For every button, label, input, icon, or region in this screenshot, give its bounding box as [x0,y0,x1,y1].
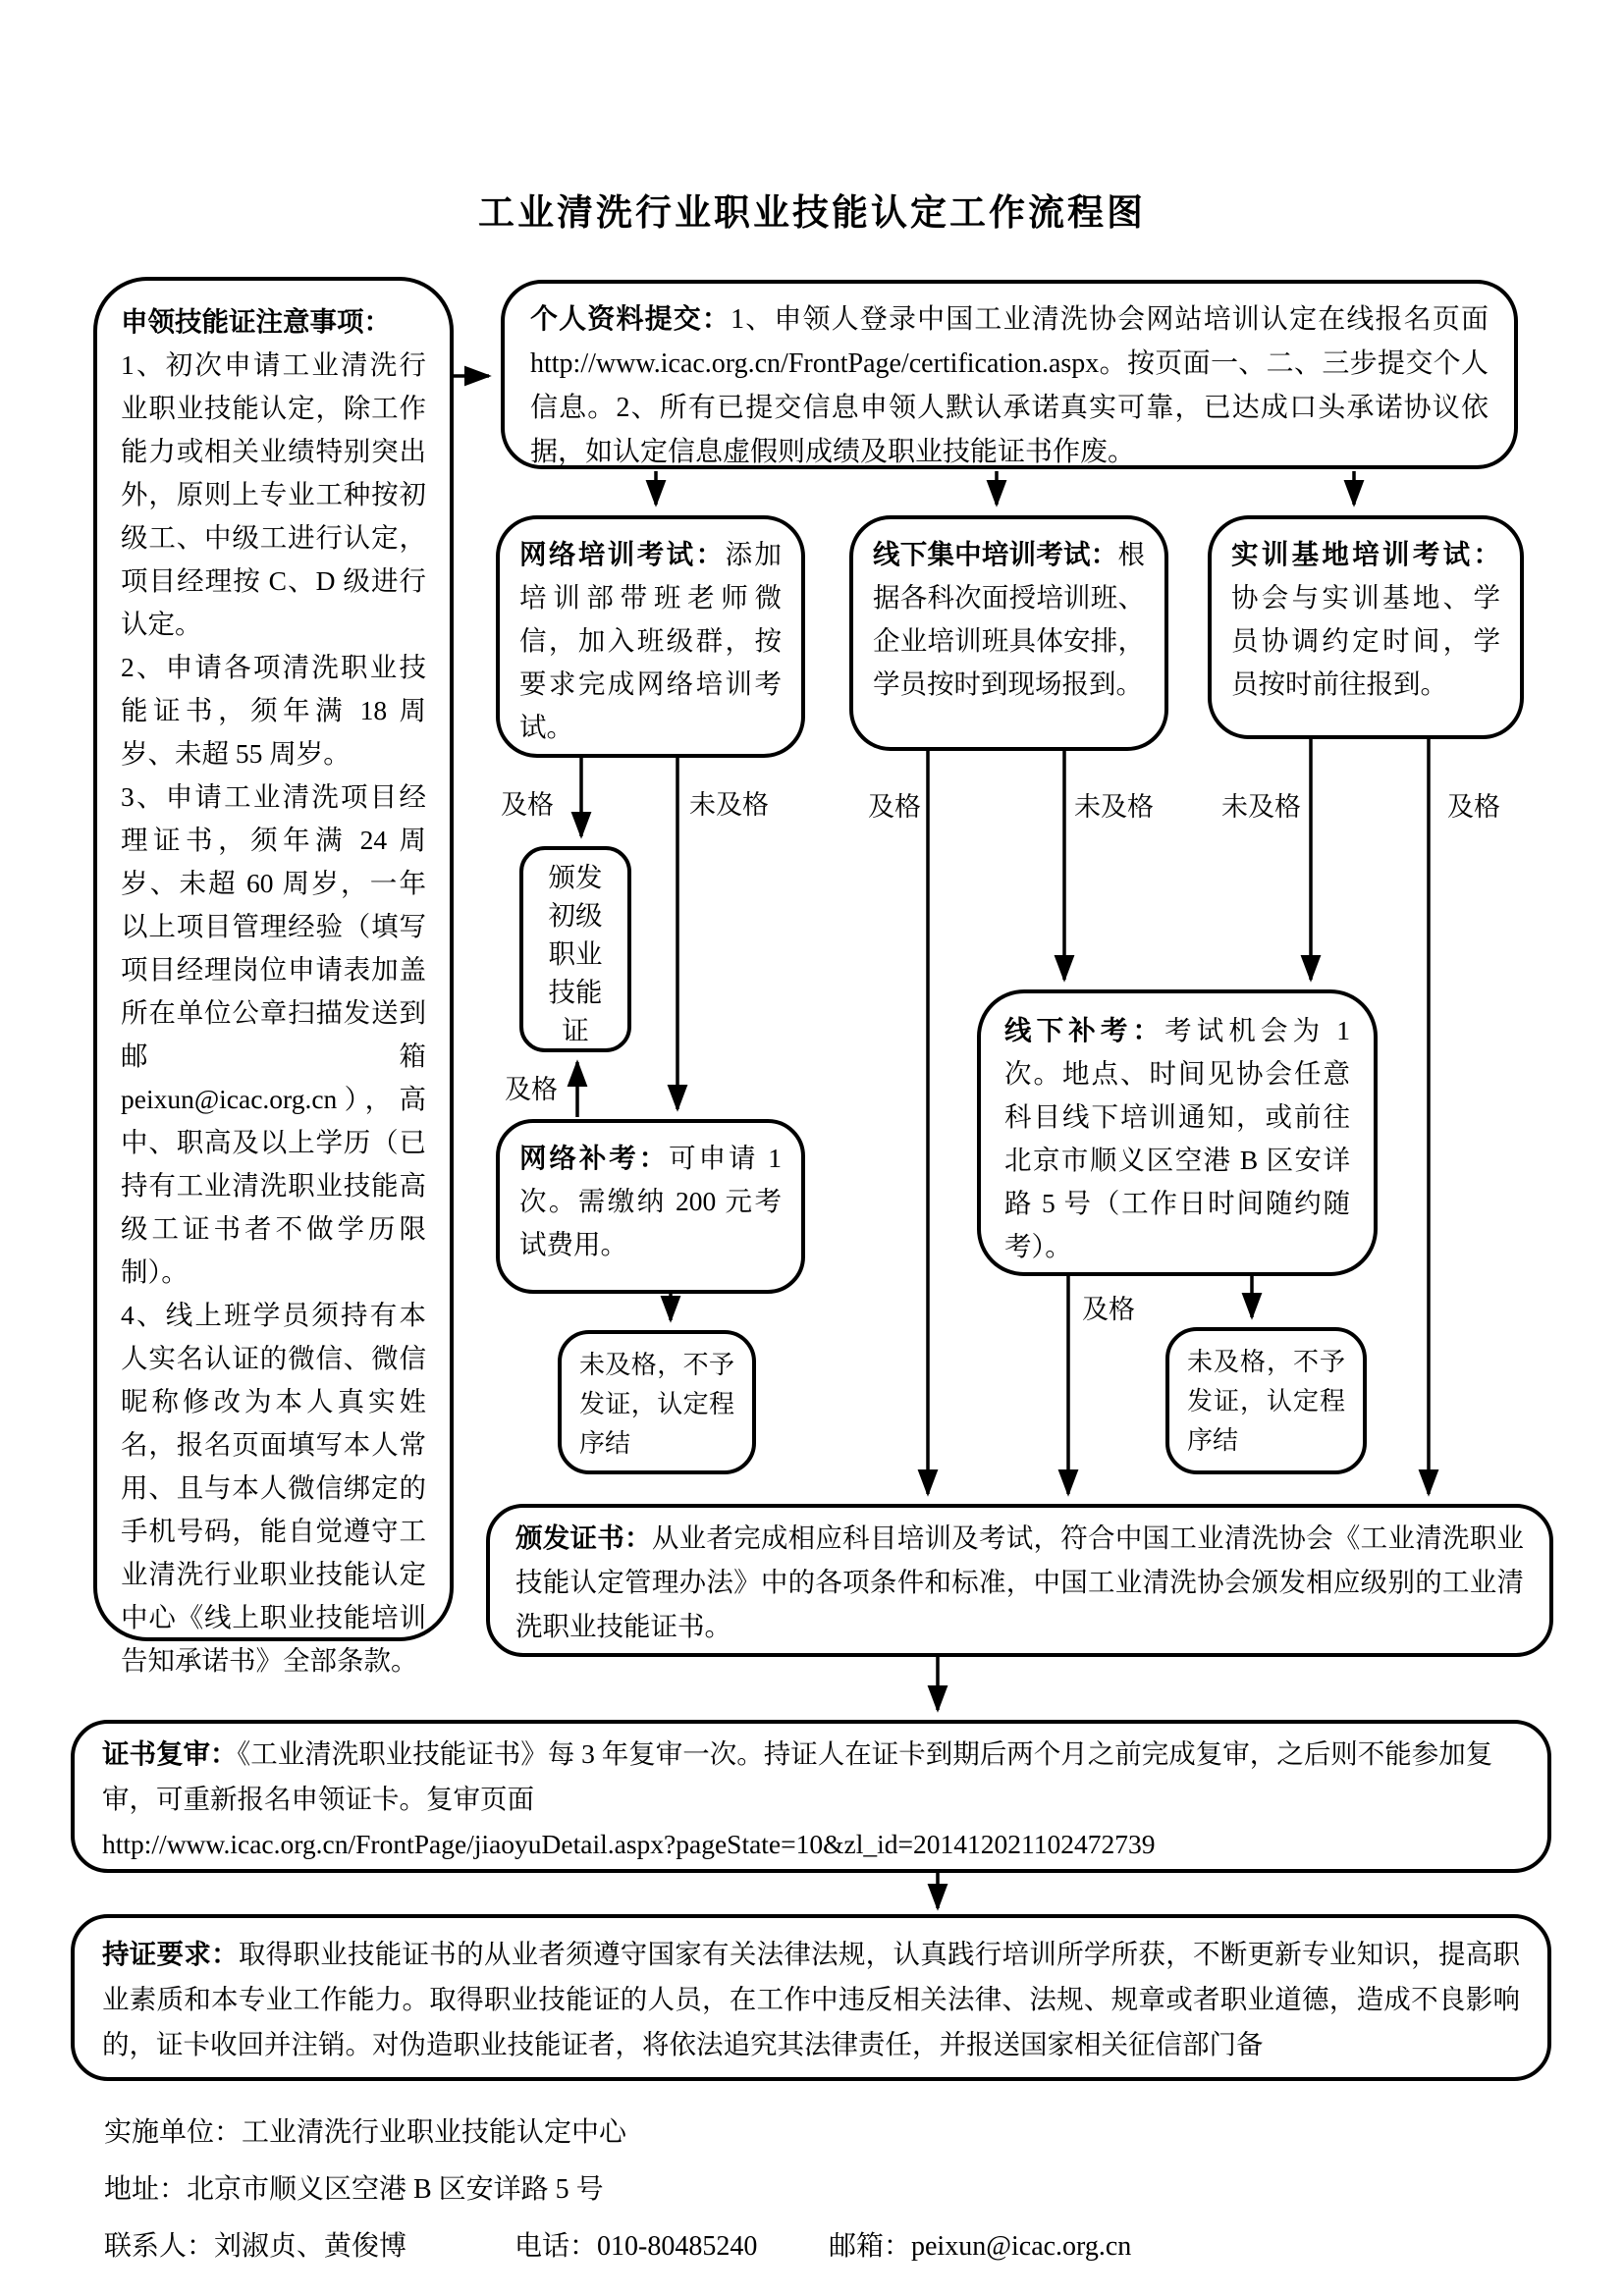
offline-retake-box [977,989,1378,1276]
online-training-body: 添加培训部带班老师微信，加入班级群，按要求完成网络培训考试。 [519,539,782,742]
edge-label-pass-1: 及格 [499,783,556,822]
edge-label-pass-junior: 及格 [503,1068,560,1106]
online-retake-body: 可申请 1 次。需缴纳 200 元考试费用。 [519,1143,783,1259]
notes-item-3: 3、申请工业清洗项目经理证书，须年满 24 周岁、未超 60 周岁，一年以上项目管理经验（填写项目经理岗位申请表加盖所在单位公章扫描发送到邮箱 peixun@icac.org.cn），高中、职高及以上学历（已持有工业清洗职业技能高级工证书者不做学历限制）。 [121,781,426,1287]
notes-item-2: 2、申请各项清洗职业技能证书，须年满 18 周岁、未超 55 周岁。 [121,652,426,769]
review-heading: 证书复审： [102,1738,238,1769]
edge-label-fail-3: 未及格 [1219,785,1303,824]
issue-junior-box [519,846,631,1052]
edge-label-fail-2: 未及格 [1072,785,1156,824]
fail-end-right-text: 未及格，不予发证，认定程序结 [1187,1348,1345,1455]
submit-box [501,280,1518,469]
offline-training-body: 根据各科次面授培训班、企业培训班具体安排，学员按时到现场报到。 [873,539,1145,699]
footer-phone: 电话：010-80485240 [514,2231,758,2262]
fail-end-box-right [1165,1327,1367,1474]
edge-label-fail-1: 未及格 [687,783,771,822]
issue-junior-line-1: 颁发 [548,862,603,892]
issue-junior-line-2: 初级 [548,900,603,931]
online-training-box [496,515,805,758]
footer-address: 地址：北京市顺义区空港 B 区安详路 5 号 [104,2174,604,2205]
edge-label-pass-3: 及格 [1445,785,1502,824]
online-training-heading: 网络培训考试： [519,539,726,569]
notes-heading: 申领技能证注意事项： [121,306,391,337]
holding-body: 取得职业技能证书的从业者须遵守国家有关法律法规，认真践行培训所学所获，不断更新专业知识，提高职业素质和本专业工作能力。取得职业技能证的人员，在工作中违反相关法律、法规、规章或者职业道德，造成不良影响的，证卡收回并注销。对伪造职业技能证者，将依法追究其法律责任，并报送国家相关征信部门备 [102,1939,1520,2059]
review-box [71,1720,1551,1873]
submit-body: 1、申领人登录中国工业清洗协会网站培训认定在线报名页面 http://www.icac.org.cn/FrontPage/certification.aspx。按页面一、二、三步提交个人信息。2、所有已提交信息申领人默认承诺真实可靠，已达成口头承诺协议依据，如认定信息虚假则成绩及职业技能证书作废。 [530,304,1489,467]
holding-heading: 持证要求： [102,1939,239,1969]
review-url: http://www.icac.org.cn/FrontPage/jiaoyuDetail.aspx?pageState=10&zl_id=201412021102472739 [102,1829,1156,1859]
issue-junior-line-5: 证 [562,1015,589,1045]
issue-cert-body: 从业者完成相应科目培训及考试，符合中国工业清洗协会《工业清洗职业技能认定管理办法》中的各项条件和标准，中国工业清洗协会颁发相应级别的工业清洗职业技能证书。 [515,1522,1525,1641]
notes-box [93,277,454,1676]
review-body: 《工业清洗职业技能证书》每 3 年复审一次。持证人在证卡到期后两个月之前完成复审，之后则不能参加复审，可重新报名申领证卡。复审页面 [102,1738,1493,1814]
issue-cert-heading: 颁发证书： [515,1522,652,1553]
issue-junior-line-3: 职业 [548,938,603,969]
page-title: 工业清洗行业职业技能认定工作流程图 [478,193,1146,234]
fail-end-box-left [558,1330,756,1474]
base-training-heading: 实训基地培训考试： [1231,539,1500,569]
footer-unit: 实施单位：工业清洗行业职业技能认定中心 [104,2117,627,2148]
edge-label-pass-2: 及格 [866,785,923,824]
base-training-body: 协会与实训基地、学员协调约定时间，学员按时前往报到。 [1231,582,1500,699]
base-training-box [1208,515,1524,739]
submit-heading: 个人资料提交： [530,304,731,335]
holding-box [71,1914,1551,2081]
footer-contact: 联系人：刘淑贞、黄俊博 [104,2231,407,2262]
online-retake-heading: 网络补考： [519,1143,670,1173]
edge-label-pass-offline: 及格 [1080,1288,1137,1326]
fail-end-left-text: 未及格，不予发证，认定程序结 [579,1351,734,1458]
issue-cert-box [486,1504,1553,1657]
offline-retake-heading: 线下补考： [1004,1015,1165,1045]
footer-email: 邮箱：peixun@icac.org.cn [829,2231,1132,2262]
notes-item-1: 1、初次申请工业清洗行业职业技能认定，除工作能力或相关业绩特别突出外，原则上专业工种按初级工、中级工进行认定，项目经理按 C、D 级进行认定。 [121,349,426,639]
offline-training-heading: 线下集中培训考试： [873,539,1118,569]
online-retake-box [496,1119,805,1294]
notes-item-4: 4、线上班学员须持有本人实名认证的微信、微信昵称修改为本人真实姓名，报名页面填写本人常用、且与本人微信绑定的手机号码，能自觉遵守工业清洗行业职业技能认定中心《线上职业技能培训告知承诺书》全部条款。 [121,1300,426,1676]
offline-retake-body: 考试机会为 1 次。地点、时间见协会任意科目线下培训通知，或前往北京市顺义区空港 B 区安详路 5 号（工作日时间随约随考）。 [1004,1015,1350,1261]
offline-training-box [849,515,1168,751]
issue-junior-line-4: 技能 [548,977,603,1007]
